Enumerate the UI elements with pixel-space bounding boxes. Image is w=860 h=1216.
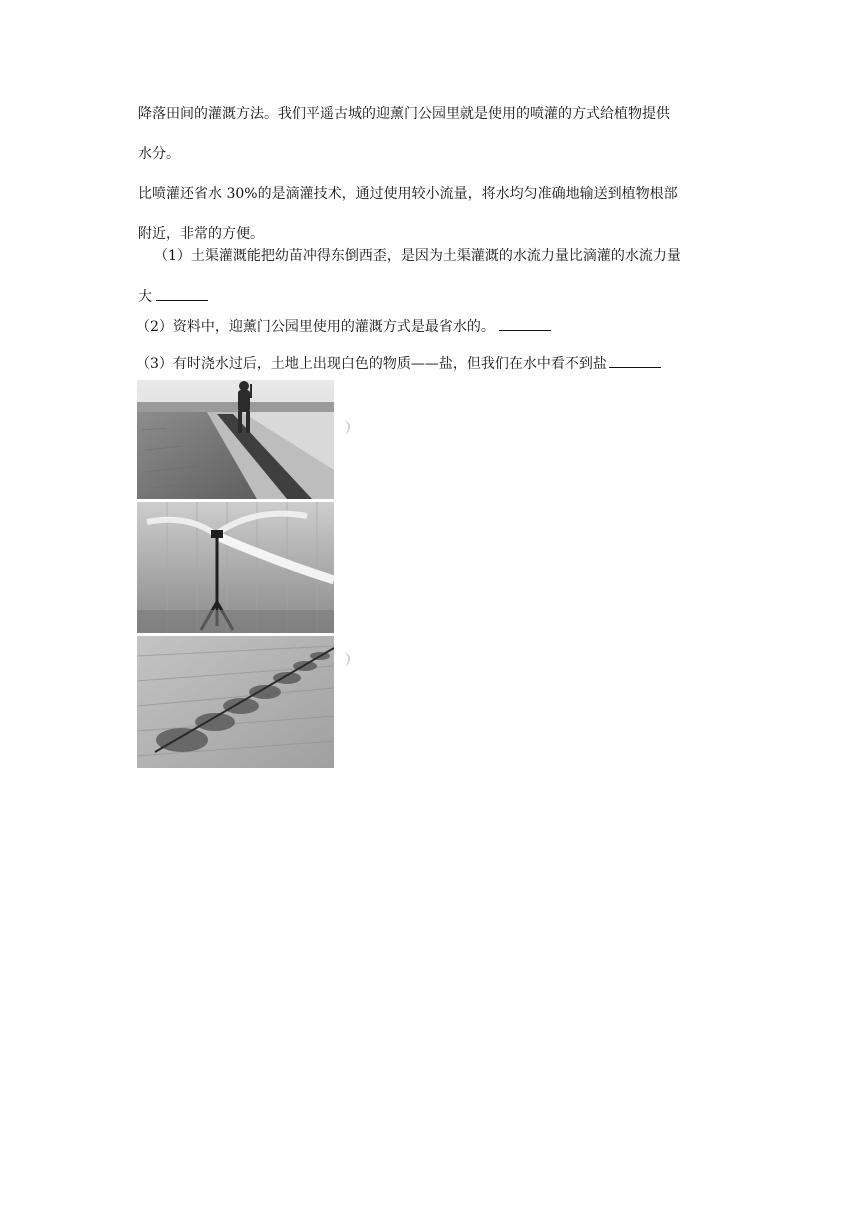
sprinkler-irrigation-image (137, 502, 334, 633)
page-edge-mark (340, 652, 350, 666)
question-2-text: （2）资料中，迎薰门公园里使用的灌溉方式是最省水的。 (136, 319, 495, 335)
question-1-line-1: （1）土渠灌溉能把幼苗冲得东倒西歪，是因为土渠灌溉的水流力量比滴灌的水流力量 (154, 248, 681, 264)
passage-line-1: 降落田间的灌溉方法。我们平遥古城的迎薰门公园里就是使用的喷灌的方式给植物提供 (138, 106, 670, 122)
passage-line-4: 附近，非常的方便。 (138, 226, 264, 242)
drip-irrigation-image (137, 636, 334, 768)
answer-blank-2[interactable] (499, 316, 551, 331)
drip-irrigation-photo (137, 636, 334, 768)
question-3-text: （3）有时浇水过后，土地上出现白色的物质——盐，但我们在水中看不到盐 (136, 356, 607, 372)
sprinkler-irrigation-photo (137, 502, 334, 633)
answer-blank-3[interactable] (609, 353, 661, 368)
question-3 (136, 353, 661, 374)
question-1-line-2 (138, 286, 208, 307)
ditch-irrigation-image (137, 380, 334, 499)
passage-line-3: 比喷灌还省水 30%的是滴灌技术，通过使用较小流量，将水均匀准确地输送到植物根部 (138, 186, 678, 202)
irrigation-photos (137, 380, 350, 772)
question-2 (136, 316, 551, 337)
page-edge-mark (340, 420, 350, 434)
passage-line-2: 水分。 (138, 146, 180, 162)
answer-blank-1[interactable] (156, 286, 208, 301)
question-1-text: 大 (138, 289, 152, 305)
ditch-irrigation-photo (137, 380, 334, 499)
